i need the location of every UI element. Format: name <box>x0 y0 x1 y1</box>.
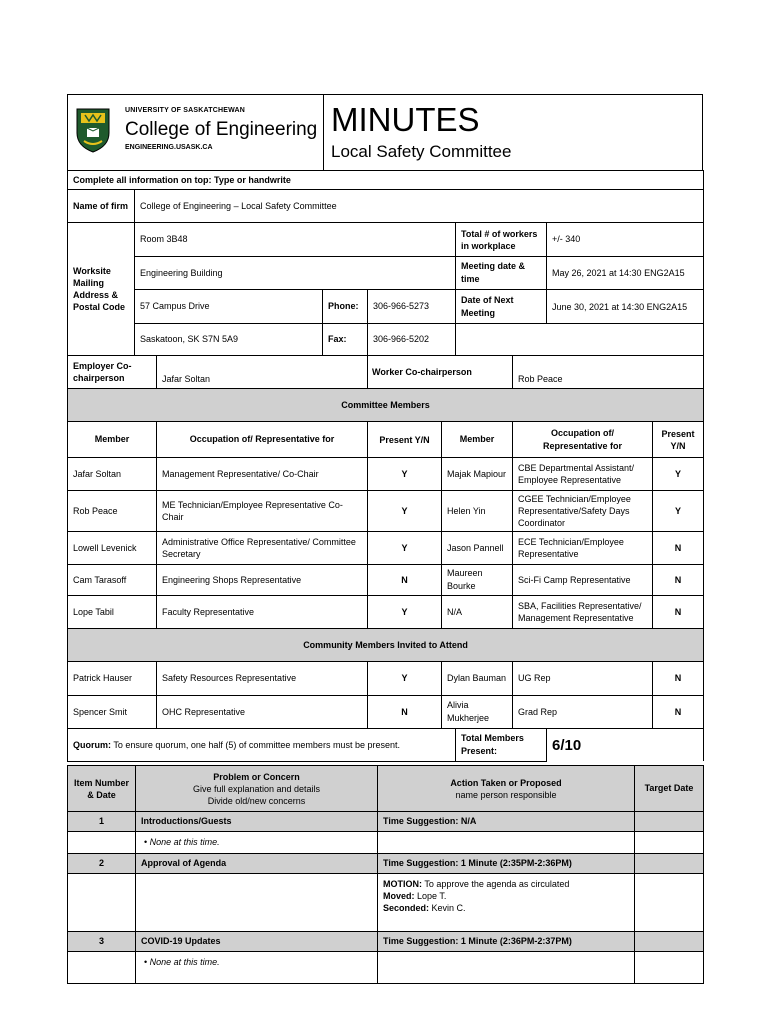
quorum-label: Quorum: <box>73 739 111 750</box>
quorum-text: To ensure quorum, one half (5) of committee members must be present. <box>113 739 400 750</box>
member-occupation: UG Rep <box>513 662 653 696</box>
action-col-header <box>378 766 635 812</box>
document-title: MINUTES <box>331 101 480 138</box>
member-occupation: Safety Resources Representative <box>157 662 368 696</box>
item-number: 2 <box>68 854 136 874</box>
member-name: Jason Pannell <box>442 532 513 565</box>
agenda-item-detail <box>68 832 704 854</box>
member-present: N <box>653 532 704 565</box>
item-title: Introductions/Guests <box>136 812 378 832</box>
item-number: 1 <box>68 812 136 832</box>
agenda-item-detail <box>68 952 704 984</box>
item-title: Approval of Agenda <box>136 854 378 874</box>
item-note-text: • None at this time. <box>144 837 220 847</box>
member-present: N <box>368 565 442 596</box>
agenda-item-detail <box>68 874 704 932</box>
meeting-date-value: May 26, 2021 at 14:30 ENG2A15 <box>547 257 704 290</box>
member-occupation: Grad Rep <box>513 696 653 729</box>
university-crest-icon <box>75 107 111 153</box>
fax-label: Fax: <box>323 324 368 356</box>
occupation-col-header: Occupation of/ Representative for <box>513 422 653 458</box>
meeting-date-label: Meeting date & time <box>456 257 547 290</box>
moved-label: Moved: <box>383 891 415 901</box>
member-occupation: OHC Representative <box>157 696 368 729</box>
member-present: N <box>653 662 704 696</box>
occupation-col-header: Occupation of/ Representative for <box>157 422 368 458</box>
college-logo <box>68 95 324 171</box>
member-name: Patrick Hauser <box>68 662 157 696</box>
member-occupation: Engineering Shops Representative <box>157 565 368 596</box>
committee-info-table <box>67 170 704 762</box>
employer-cochair-label: Employer Co-chairperson <box>68 356 157 389</box>
address-line-1: Room 3B48 <box>135 223 456 257</box>
phone-value: 306-966-5273 <box>368 290 456 324</box>
member-name: Majak Mapiour <box>442 458 513 491</box>
agenda-item-row <box>68 812 704 832</box>
motion-label: MOTION: <box>383 879 422 889</box>
item-time-suggestion: Time Suggestion: 1 Minute (2:36PM-2:37PM) <box>378 932 635 952</box>
member-name: Rob Peace <box>68 491 157 532</box>
seconded-label: Seconded: <box>383 903 430 913</box>
address-line-2: Engineering Building <box>135 257 456 290</box>
motion-text: To approve the agenda as circulated <box>424 879 570 889</box>
member-name: Lowell Levenick <box>68 532 157 565</box>
member-occupation: CBE Departmental Assistant/ Employee Representative <box>513 458 653 491</box>
item-number: 3 <box>68 932 136 952</box>
member-name: Helen Yin <box>442 491 513 532</box>
member-row <box>68 458 704 491</box>
member-row <box>68 596 704 629</box>
university-name: UNIVERSITY OF SASKATCHEWAN <box>125 107 246 114</box>
problem-col-header <box>136 766 378 812</box>
address-line-4: Saskatoon, SK S7N 5A9 <box>135 324 323 356</box>
college-website: ENGINEERING.USASK.CA <box>125 144 213 151</box>
member-occupation: Administrative Office Representative/ Committee Secretary <box>157 532 368 565</box>
member-row <box>68 491 704 532</box>
total-present-value: 6/10 <box>547 729 704 762</box>
member-row <box>68 532 704 565</box>
firm-name-value: College of Engineering – Local Safety Committee <box>135 190 704 223</box>
committee-members-heading: Committee Members <box>68 389 704 422</box>
moved-by: Lope T. <box>417 891 447 901</box>
member-present: N <box>653 696 704 729</box>
community-row <box>68 696 704 729</box>
action-col-title: Action Taken or Proposed <box>450 777 562 788</box>
agenda-table <box>67 765 704 984</box>
member-present: Y <box>368 458 442 491</box>
action-col-sub: name person responsible <box>455 789 557 800</box>
member-present: Y <box>653 491 704 532</box>
item-note <box>136 952 378 984</box>
member-occupation: Faculty Representative <box>157 596 368 629</box>
member-occupation: SBA, Facilities Representative/ Management Representative <box>513 596 653 629</box>
agenda-item-row <box>68 932 704 952</box>
community-row <box>68 662 704 696</box>
quorum-note <box>68 729 456 762</box>
member-occupation: Management Representative/ Co-Chair <box>157 458 368 491</box>
present-col-header: Present Y/N <box>653 422 704 458</box>
phone-label: Phone: <box>323 290 368 324</box>
member-row <box>68 565 704 596</box>
address-line-3: 57 Campus Drive <box>135 290 323 324</box>
item-title: COVID-19 Updates <box>136 932 378 952</box>
community-members-heading: Community Members Invited to Attend <box>68 629 704 662</box>
member-occupation: ECE Technician/Employee Representative <box>513 532 653 565</box>
member-occupation: ME Technician/Employee Representative Co-Chair <box>157 491 368 532</box>
document-header <box>67 94 703 170</box>
college-name: College of Engineering <box>125 119 318 140</box>
total-present-label: Total Members Present: <box>456 729 547 762</box>
member-present: Y <box>653 458 704 491</box>
present-col-header: Present Y/N <box>368 422 442 458</box>
item-time-suggestion: Time Suggestion: N/A <box>378 812 635 832</box>
firm-name-label: Name of firm <box>68 190 135 223</box>
member-present: N <box>368 696 442 729</box>
member-name: Jafar Soltan <box>68 458 157 491</box>
motion-block <box>378 874 635 932</box>
member-present: Y <box>368 596 442 629</box>
member-present: Y <box>368 662 442 696</box>
member-name: Dylan Bauman <box>442 662 513 696</box>
problem-col-sub1: Give full explanation and details <box>192 783 321 794</box>
member-occupation: Sci-Fi Camp Representative <box>513 565 653 596</box>
workers-value: +/- 340 <box>547 223 704 257</box>
address-label: Worksite Mailing Address & Postal Code <box>68 223 135 356</box>
member-name: Maureen Bourke <box>442 565 513 596</box>
member-name: Lope Tabil <box>68 596 157 629</box>
problem-col-sub2: Divide old/new concerns <box>207 795 306 806</box>
next-meeting-value: June 30, 2021 at 14:30 ENG2A15 <box>547 290 704 324</box>
agenda-item-row <box>68 854 704 874</box>
target-col-header: Target Date <box>635 766 704 812</box>
member-present: Y <box>368 532 442 565</box>
member-col-header: Member <box>442 422 513 458</box>
member-col-header: Member <box>68 422 157 458</box>
seconded-by: Kevin C. <box>431 903 466 913</box>
document-subtitle: Local Safety Committee <box>331 142 512 161</box>
item-time-suggestion: Time Suggestion: 1 Minute (2:35PM-2:36PM) <box>378 854 635 874</box>
member-name: Cam Tarasoff <box>68 565 157 596</box>
member-present: Y <box>368 491 442 532</box>
workers-label: Total # of workers in workplace <box>456 223 547 257</box>
item-note <box>136 832 378 854</box>
member-occupation: CGEE Technician/Employee Representative/Safety Days Coordinator <box>513 491 653 532</box>
next-meeting-label: Date of Next Meeting <box>456 290 547 324</box>
item-note-text: • None at this time. <box>144 957 220 967</box>
member-present: N <box>653 565 704 596</box>
problem-col-title: Problem or Concern <box>213 771 300 782</box>
member-name: Spencer Smit <box>68 696 157 729</box>
member-name: Alivia Mukherjee <box>442 696 513 729</box>
worker-cochair-value: Rob Peace <box>513 356 704 389</box>
fax-value: 306-966-5202 <box>368 324 456 356</box>
member-name: N/A <box>442 596 513 629</box>
worker-cochair-label: Worker Co-chairperson <box>368 356 513 389</box>
instruction-text: Complete all information on top: Type or handwrite <box>68 171 704 190</box>
member-present: N <box>653 596 704 629</box>
employer-cochair-value: Jafar Soltan <box>157 356 368 389</box>
item-col-header: Item Number & Date <box>68 766 136 812</box>
